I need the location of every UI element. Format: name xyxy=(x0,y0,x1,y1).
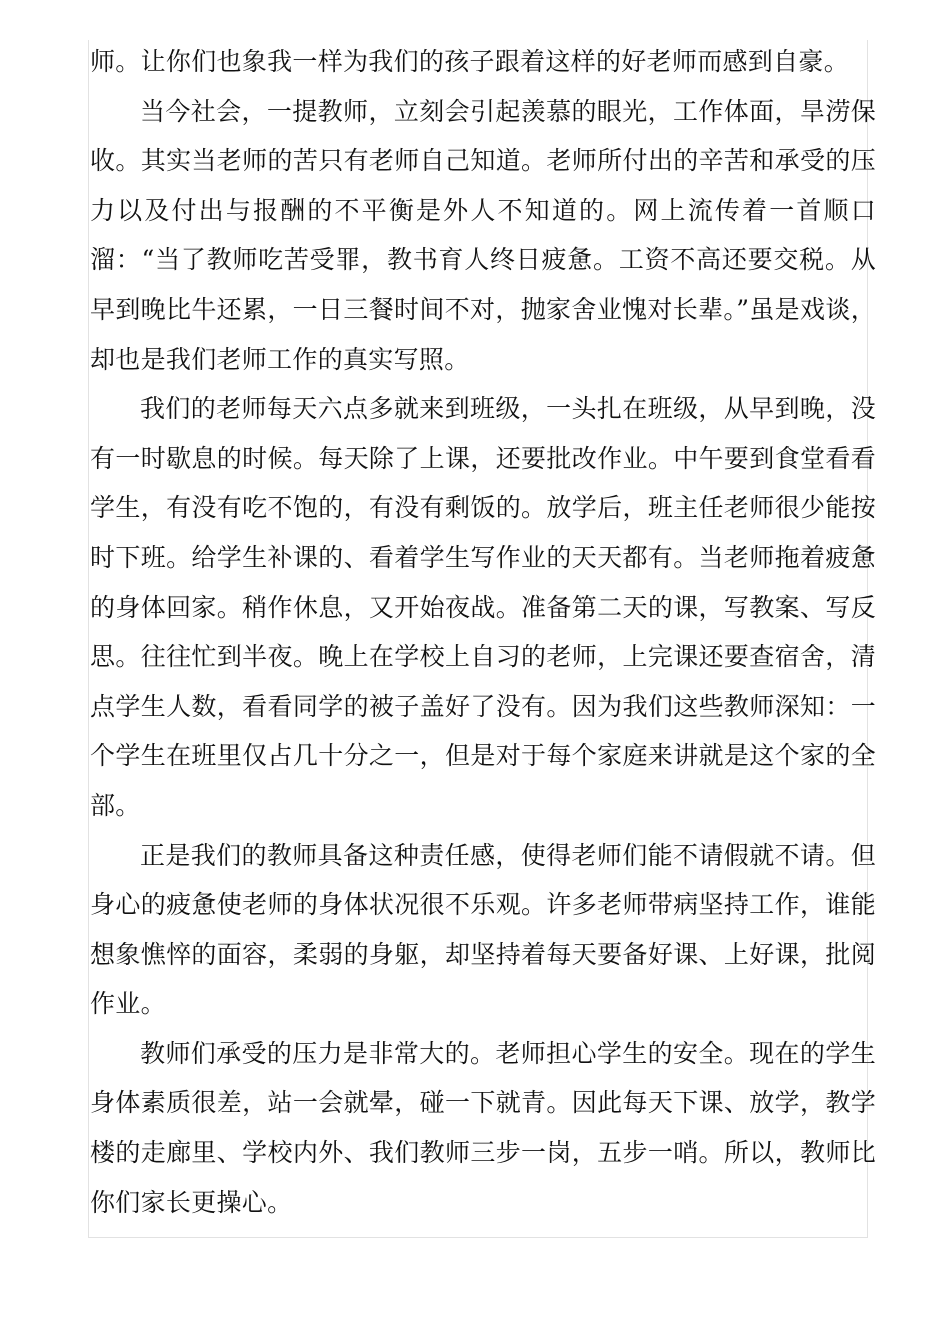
paragraph-teacher-hardship: 当今社会，一提教师，立刻会引起羡慕的眼光，工作体面，旱涝保收。其实当老师的苦只有老师自己知道。老师所付出的辛苦和承受的压力以及付出与报酬的不平衡是外人不知道的。网上流传着一首顺口溜：“当了教师吃苦受罪，教书育人终日疲惫。工资不高还要交税。从早到晚比牛还累，一日三餐时间不对，抛家舍业愧对长辈。”虽是戏谈，却也是我们老师工作的真实写照。 xyxy=(90,96,876,374)
paragraph-pressure: 教师们承受的压力是非常大的。老师担心学生的安全。现在的学生身体素质很差，站一会就晕，碰一下就青。因此每天下课、放学，教学楼的走廊里、学校内外、我们教师三步一岗，五步一哨。所以，教师比你们家长更操心。 xyxy=(90,1038,876,1217)
paragraph-continuation: 师。让你们也象我一样为我们的孩子跟着这样的好老师而感到自豪。 xyxy=(90,47,850,76)
document-body xyxy=(90,37,876,1227)
paragraph-daily-routine: 我们的老师每天六点多就来到班级，一头扎在班级，从早到晚，没有一时歇息的时候。每天除了上课，还要批改作业。中午要到食堂看看学生，有没有吃不饱的，有没有剩饭的。放学后，班主任老师很少能按时下班。给学生补课的、看着学生写作业的天天都有。当老师拖着疲惫的身体回家。稍作休息，又开始夜战。准备第二天的课，写教案、写反思。往往忙到半夜。晚上在学校上自习的老师，上完课还要查宿舍，清点学生人数，看看同学的被子盖好了没有。因为我们这些教师深知：一个学生在班里仅占几十分之一，但是对于每个家庭来讲就是这个家的全部。 xyxy=(90,394,876,820)
paragraph-responsibility: 正是我们的教师具备这种责任感，使得老师们能不请假就不请。但身心的疲惫使老师的身体状况很不乐观。许多老师带病坚持工作，谁能想象憔悴的面容，柔弱的身躯，却坚持着每天要备好课、上好课，批阅作业。 xyxy=(90,840,876,1019)
